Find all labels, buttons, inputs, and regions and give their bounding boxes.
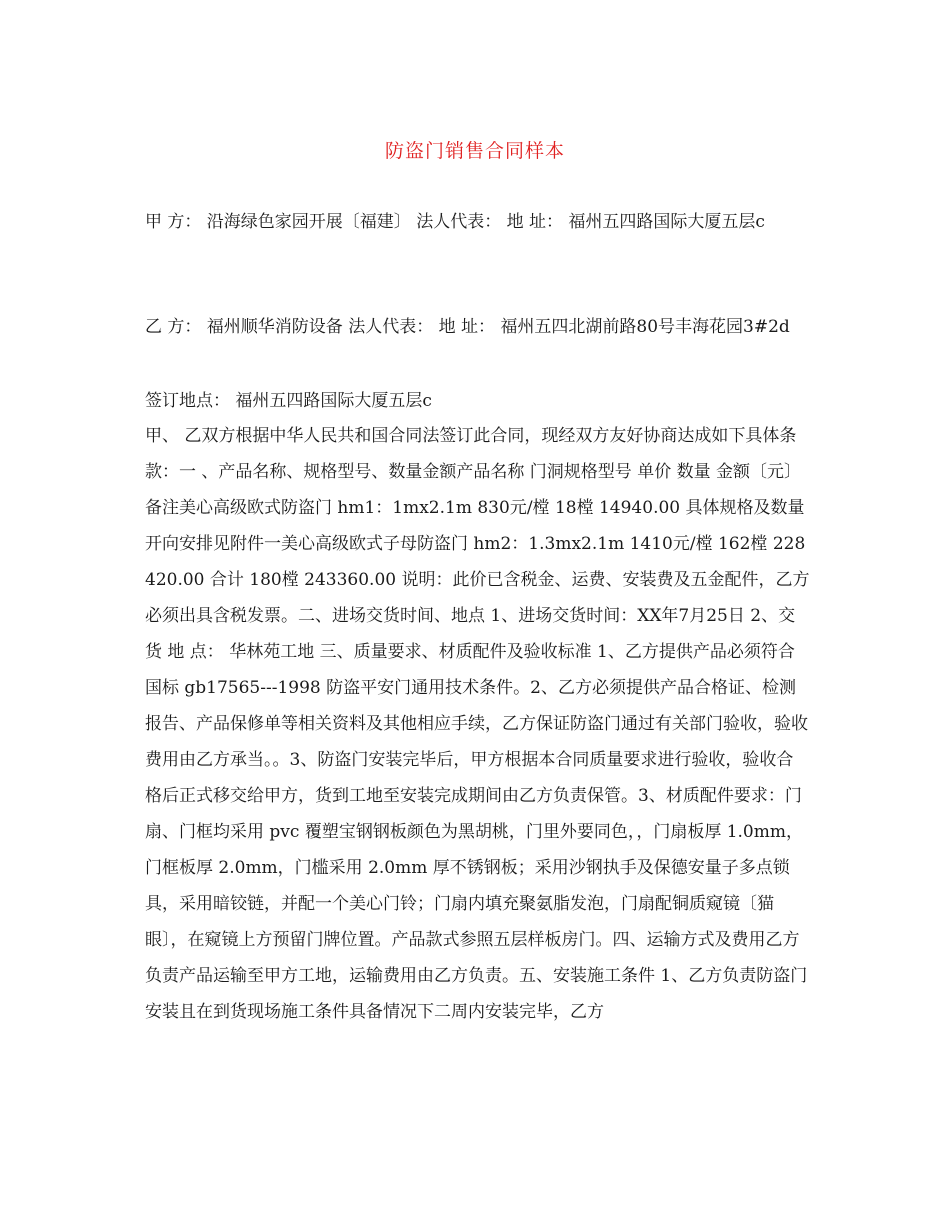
party-a-info: 甲 方： 沿海绿色家园开展〔福建〕 法人代表： 地 址： 福州五四路国际大厦五层c [145, 212, 765, 232]
contract-body [145, 418, 810, 1030]
party-b-info: 乙 方： 福州顺华消防设备 法人代表： 地 址： 福州五四北湖前路80号丰海花园3#2d [145, 317, 790, 337]
document-title: 防盗门销售合同样本 [384, 140, 565, 162]
signing-place: 签订地点： 福州五四路国际大厦五层c [145, 391, 432, 411]
contract-body-paragraph: 甲、 乙双方根据中华人民共和国合同法签订此合同，现经双方友好协商达成如下具体条款：一 、产品名称、规格型号、数量金额产品名称 门洞规格型号 单价 数量 金额〔元〕 备注美心高级欧式防盗门 hm1：1mx2.1m 830元/樘 18樘 14940.00 具体规格及数量开向安排见附件一美心高级欧式子母防盗门 hm2：1.3mx2.1m 1410元/樘 162樘 228420.00 合计 180樘 243360.00 说明：此价已含税金、运费、安装费及五金配件，乙方必须出具含税发票。二、进场交货时间、地点 1、进场交货时间：XX年7月25日 2、交 货 地 点： 华林苑工地 三、质量要求、材质配件及验收标准 1、乙方提供产品必须符合国标 gb17565---1998 防盗平安门通用技术条件。2、乙方必须提供产品合格证、检测报告、产品保修单等相关资料及其他相应手续，乙方保证防盗门通过有关部门验收，验收费用由乙方承当。。3、防盗门安装完毕后，甲方根据本合同质量要求进行验收，验收合格后正式移交给甲方，货到工地至安装完成期间由乙方负责保管。3、材质配件要求：门扇、门框均采用 pvc 覆塑宝钢钢板颜色为黑胡桃，门里外要同色，，门扇板厚 1.0mm，门框板厚 2.0mm，门槛采用 2.0mm 厚不锈钢板；采用沙钢执手及保德安量子多点锁具，采用暗铰链，并配一个美心门铃；门扇内填充聚氨脂发泡，门扇配铜质窥镜〔猫眼〕，在窥镜上方预留门牌位置。产品款式参照五层样板房门。四、运输方式及费用乙方负责产品运输至甲方工地，运输费用由乙方负责。五、安装施工条件 1、乙方负责防盗门安装且在到货现场施工条件具备情况下二周内安装完毕，乙方 [145, 426, 810, 1022]
